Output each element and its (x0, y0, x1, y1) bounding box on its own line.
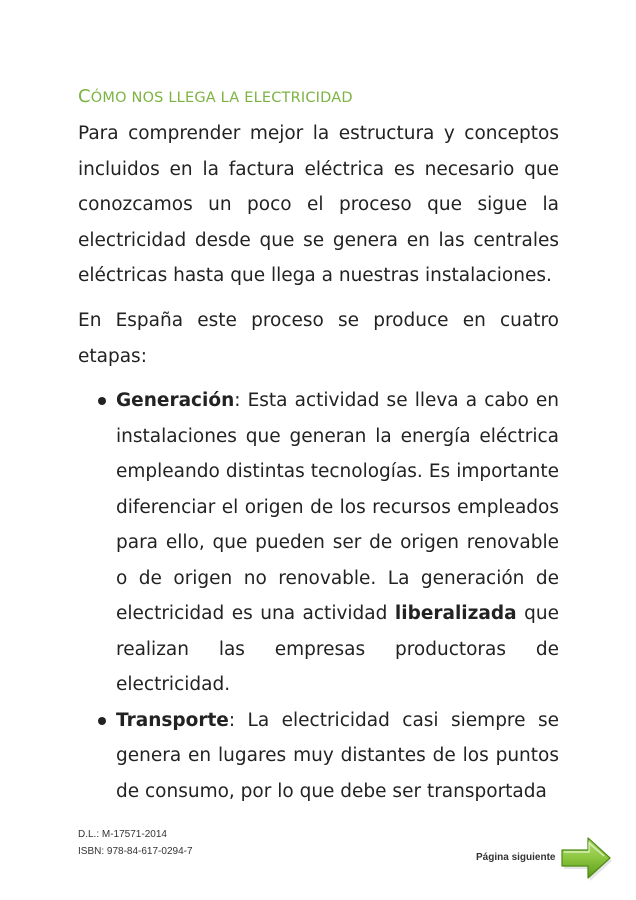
legal-deposit: D.L.: M-17571-2014 (78, 829, 167, 840)
intro-paragraph: Para comprender mejor la estructura y conceptos incluidos en la factura eléctrica es necesario que conozcamos un poco el proceso que sigue la electricidad desde que se genera en las centrales eléctricas hasta que llega a nuestras instalaciones. (78, 123, 559, 286)
stages-list (78, 383, 559, 809)
term-transporte: Transporte (116, 709, 229, 731)
term-liberalizada: liberalizada (394, 603, 517, 624)
bullet-icon (98, 717, 106, 725)
next-page-label[interactable]: Página siguiente (476, 852, 556, 863)
generacion-text-a: : Esta actividad se lleva a cabo en instalaciones que generan la energía eléctrica empleando distintas tecnologías. Es importante diferenciar el origen de los recursos empleados para ello, que pueden ser de origen renovable o de origen no renovable. La generación de electricidad es una actividad (116, 390, 559, 624)
section-title (78, 86, 353, 107)
term-generacion: Generación (116, 390, 235, 411)
generacion-text-b: que realizan las empresas productoras de electricidad. (116, 603, 560, 695)
list-item-transporte (78, 703, 559, 810)
transporte-text: : La electricidad casi siempre se genera en lugares muy distantes de los puntos de consumo, por lo que debe ser transportada (116, 709, 559, 802)
isbn: ISBN: 978-84-617-0294-7 (78, 846, 193, 857)
stages-paragraph: En España este proceso se produce en cuatro etapas: (78, 310, 559, 367)
green-arrow-right-icon[interactable] (558, 832, 614, 884)
list-item-generacion (78, 383, 559, 703)
section-title-initial: C (78, 86, 91, 107)
section-title-rest: ÓMO NOS LLEGA LA ELECTRICIDAD (90, 90, 353, 106)
bullet-icon (98, 397, 106, 405)
